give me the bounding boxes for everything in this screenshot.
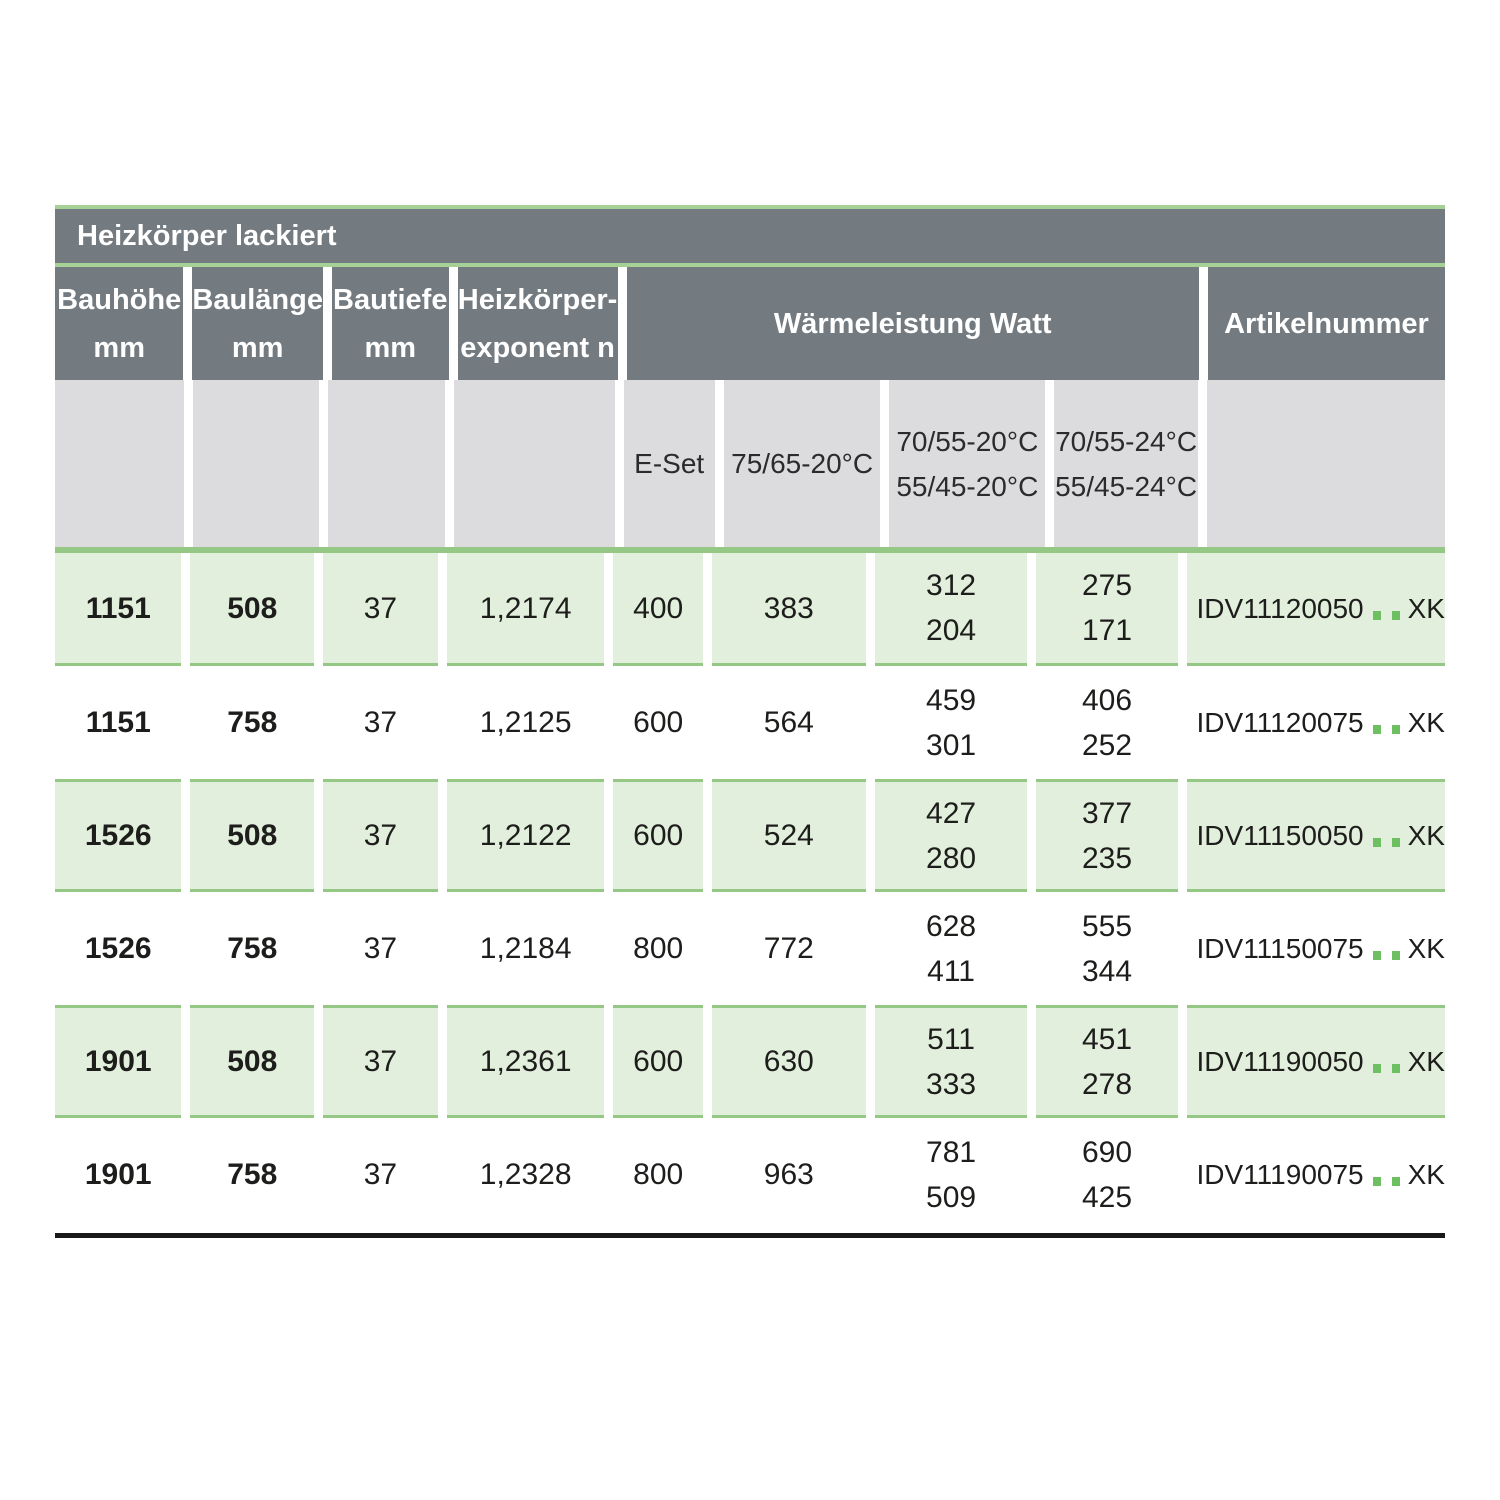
cell-value: 1,2125 — [479, 706, 572, 739]
cell-value: 1,2184 — [479, 932, 572, 965]
cell-watt-7565 — [712, 1118, 866, 1231]
color-code-placeholder-dot — [1373, 951, 1381, 960]
subheader-7055-20 — [889, 380, 1045, 547]
cell-exponent — [447, 553, 605, 666]
cell-watt-7565 — [712, 779, 866, 892]
subheader-7055-24 — [1054, 380, 1198, 547]
cell-value: 1151 — [85, 706, 151, 739]
cell-bautiefe — [323, 1005, 438, 1118]
cell-artikelnummer — [1187, 1118, 1445, 1231]
color-code-placeholder-dot — [1373, 1064, 1381, 1073]
cell-value: 278 — [1081, 1067, 1133, 1101]
cell-artikelnummer — [1187, 553, 1445, 666]
cell-value: 406 — [1081, 683, 1133, 717]
cell-value: 37 — [363, 1158, 398, 1191]
cell-value: 555 — [1081, 909, 1133, 943]
cell-watt-7055-20 — [875, 666, 1028, 779]
table-row — [55, 779, 1445, 892]
subheader-eset — [624, 380, 715, 547]
cell-value: 758 — [227, 706, 278, 739]
cell-watt-7055-24 — [1036, 1118, 1177, 1231]
cell-value: 600 — [633, 819, 684, 852]
color-code-placeholder-dot — [1392, 951, 1400, 960]
cell-exponent — [447, 1118, 605, 1231]
color-code-placeholder-dot — [1392, 838, 1400, 847]
cell-eset — [613, 1005, 703, 1118]
col-header-waermeleistung-label: Wärmeleistung Watt — [773, 307, 1052, 340]
cell-bauhoehe — [55, 666, 181, 779]
subheader-empty-artikelnummer — [1207, 380, 1445, 547]
artikelnummer-prefix: IDV11120075 — [1196, 707, 1364, 738]
cell-value: 564 — [763, 706, 814, 739]
artikelnummer-prefix: IDV11190075 — [1196, 1159, 1364, 1190]
col-header-bautiefe — [332, 267, 449, 380]
artikelnummer-suffix: XK — [1407, 1159, 1445, 1190]
color-code-placeholder-dot — [1373, 611, 1381, 620]
cell-value: 509 — [926, 1180, 977, 1214]
col-header-baulaenge-line2: mm — [231, 331, 284, 364]
cell-bauhoehe — [55, 779, 181, 892]
table-title — [55, 209, 1445, 263]
table-row — [55, 1005, 1445, 1118]
cell-value: 1,2328 — [479, 1158, 572, 1191]
cell-watt-7565 — [712, 892, 866, 1005]
cell-eset — [613, 1118, 703, 1231]
col-header-bauhoehe — [55, 267, 183, 380]
cell-watt-7055-24 — [1036, 553, 1177, 666]
col-header-baulaenge-line1: Baulänge — [192, 283, 323, 316]
cell-value: 524 — [763, 819, 814, 852]
cell-value: 171 — [1081, 614, 1133, 647]
cell-bautiefe — [323, 553, 438, 666]
cell-watt-7055-20 — [875, 1005, 1028, 1118]
table-row — [55, 666, 1445, 779]
cell-value: 772 — [763, 932, 814, 965]
artikelnummer-suffix: XK — [1407, 933, 1445, 964]
cell-value: 204 — [926, 614, 977, 647]
cell-value: 312 — [926, 569, 977, 602]
color-code-placeholder-dot — [1392, 1064, 1400, 1073]
cell-value: 508 — [227, 819, 278, 852]
col-header-artikelnummer-label: Artikelnummer — [1224, 307, 1429, 340]
cell-value: 628 — [926, 909, 977, 943]
cell-baulaenge — [190, 1005, 314, 1118]
cell-value: 758 — [227, 932, 278, 965]
cell-value: 508 — [227, 591, 278, 625]
artikelnummer-prefix: IDV11150050 — [1196, 820, 1364, 851]
cell-value: 280 — [926, 841, 977, 875]
col-header-waermeleistung — [627, 267, 1199, 380]
cell-exponent — [447, 666, 605, 779]
cell-baulaenge — [190, 666, 314, 779]
table-row — [55, 553, 1445, 666]
cell-watt-7055-24 — [1036, 1005, 1177, 1118]
cell-value: 37 — [363, 591, 398, 625]
artikelnummer-suffix: XK — [1407, 820, 1445, 851]
subheader-empty-exponent — [454, 380, 615, 547]
cell-artikelnummer — [1187, 666, 1445, 779]
cell-exponent — [447, 1005, 605, 1118]
cell-watt-7055-24 — [1036, 779, 1177, 892]
col-header-bautiefe-line2: mm — [364, 331, 417, 364]
cell-value: 690 — [1081, 1135, 1133, 1169]
cell-artikelnummer — [1187, 1005, 1445, 1118]
artikelnummer-prefix: IDV11150075 — [1196, 933, 1364, 964]
cell-value: 600 — [633, 1045, 684, 1078]
col-header-exponent-line2: exponent n — [460, 331, 615, 364]
cell-value: 1,2174 — [479, 591, 572, 625]
subheader-7055-20-line1: 70/55-20°C — [896, 425, 1039, 457]
cell-value: 963 — [763, 1158, 814, 1191]
cell-eset — [613, 779, 703, 892]
color-code-placeholder-dot — [1392, 725, 1400, 734]
cell-value: 427 — [926, 796, 977, 830]
spec-table — [55, 205, 1445, 1238]
cell-artikelnummer — [1187, 892, 1445, 1005]
col-header-bauhoehe-line1: Bauhöhe — [57, 283, 182, 316]
cell-value: 1,2122 — [479, 819, 572, 852]
cell-value: 411 — [927, 954, 975, 988]
subheader-7565-label: 75/65-20°C — [731, 448, 874, 479]
color-code-placeholder-dot — [1392, 1177, 1400, 1186]
cell-eset — [613, 666, 703, 779]
cell-bautiefe — [323, 1118, 438, 1231]
cell-value: 1526 — [84, 932, 152, 965]
cell-value: 383 — [763, 591, 814, 625]
cell-value: 275 — [1081, 569, 1133, 602]
cell-value: 377 — [1081, 796, 1133, 830]
color-code-placeholder-dot — [1373, 725, 1381, 734]
cell-value: 511 — [927, 1022, 975, 1056]
cell-value: 600 — [633, 706, 684, 739]
cell-value: 800 — [633, 932, 684, 965]
cell-watt-7055-20 — [875, 892, 1028, 1005]
color-code-placeholder-dot — [1373, 1177, 1381, 1186]
col-header-bauhoehe-line2: mm — [93, 331, 145, 364]
cell-watt-7055-20 — [875, 553, 1028, 666]
cell-baulaenge — [190, 779, 314, 892]
cell-value: 37 — [363, 932, 398, 965]
cell-value: 781 — [926, 1135, 977, 1169]
col-header-exponent — [458, 267, 618, 380]
cell-artikelnummer — [1187, 779, 1445, 892]
cell-watt-7055-20 — [875, 1118, 1028, 1231]
cell-value: 1901 — [84, 1045, 152, 1078]
subheader-7055-24-line2: 55/45-24°C — [1055, 470, 1198, 502]
table-row — [55, 1118, 1445, 1231]
cell-eset — [613, 892, 703, 1005]
table-body — [55, 553, 1445, 1231]
artikelnummer-prefix: IDV11120050 — [1196, 592, 1364, 624]
cell-value: 800 — [633, 1158, 684, 1191]
cell-value: 451 — [1081, 1022, 1133, 1056]
cell-watt-7055-24 — [1036, 892, 1177, 1005]
column-header-row — [55, 267, 1445, 380]
subheader-7055-24-line1: 70/55-24°C — [1055, 425, 1198, 457]
cell-value: 1526 — [84, 819, 152, 852]
subheader-empty-bauhoehe — [55, 380, 184, 547]
cell-eset — [613, 553, 703, 666]
subheader-row — [55, 380, 1445, 547]
cell-watt-7565 — [712, 1005, 866, 1118]
cell-value: 235 — [1081, 841, 1133, 875]
artikelnummer-prefix: IDV11190050 — [1196, 1046, 1364, 1077]
cell-value: 508 — [227, 1045, 278, 1078]
cell-watt-7055-24 — [1036, 666, 1177, 779]
cell-bautiefe — [323, 892, 438, 1005]
cell-value: 630 — [763, 1045, 814, 1078]
cell-value: 1151 — [85, 591, 151, 625]
cell-baulaenge — [190, 1118, 314, 1231]
subheader-7055-20-line2: 55/45-20°C — [896, 470, 1039, 502]
bottom-border-line — [55, 1233, 1445, 1238]
cell-watt-7565 — [712, 666, 866, 779]
artikelnummer-suffix: XK — [1407, 707, 1445, 738]
subheader-eset-label: E-Set — [634, 448, 705, 479]
subheader-7565 — [724, 380, 881, 547]
cell-value: 758 — [227, 1158, 278, 1191]
cell-baulaenge — [190, 892, 314, 1005]
col-header-baulaenge — [192, 267, 323, 380]
artikelnummer-suffix: XK — [1407, 592, 1445, 624]
col-header-bautiefe-line1: Bautiefe — [333, 283, 448, 316]
cell-value: 37 — [363, 1045, 398, 1078]
cell-bauhoehe — [55, 892, 181, 1005]
cell-watt-7055-20 — [875, 779, 1028, 892]
subheader-empty-baulaenge — [193, 380, 319, 547]
cell-bauhoehe — [55, 553, 181, 666]
cell-bauhoehe — [55, 1005, 181, 1118]
col-header-artikelnummer — [1208, 267, 1445, 380]
cell-bautiefe — [323, 666, 438, 779]
cell-value: 425 — [1081, 1180, 1133, 1214]
cell-bauhoehe — [55, 1118, 181, 1231]
cell-value: 252 — [1081, 728, 1133, 762]
table-title-label: Heizkörper lackiert — [77, 219, 337, 252]
artikelnummer-suffix: XK — [1407, 1046, 1445, 1077]
cell-exponent — [447, 892, 605, 1005]
cell-value: 344 — [1081, 954, 1133, 988]
cell-bautiefe — [323, 779, 438, 892]
cell-value: 37 — [363, 706, 398, 739]
cell-watt-7565 — [712, 553, 866, 666]
cell-value: 333 — [926, 1067, 977, 1101]
color-code-placeholder-dot — [1373, 838, 1381, 847]
cell-value: 1,2361 — [479, 1045, 572, 1078]
table-row — [55, 892, 1445, 1005]
cell-value: 1901 — [84, 1158, 152, 1191]
cell-value: 301 — [926, 728, 977, 762]
color-code-placeholder-dot — [1392, 611, 1400, 620]
subheader-empty-bautiefe — [328, 380, 445, 547]
cell-baulaenge — [190, 553, 314, 666]
cell-value: 459 — [926, 683, 977, 717]
cell-value: 37 — [363, 819, 398, 852]
col-header-exponent-line1: Heizkörper- — [457, 283, 618, 316]
cell-exponent — [447, 779, 605, 892]
cell-value: 400 — [633, 591, 684, 625]
